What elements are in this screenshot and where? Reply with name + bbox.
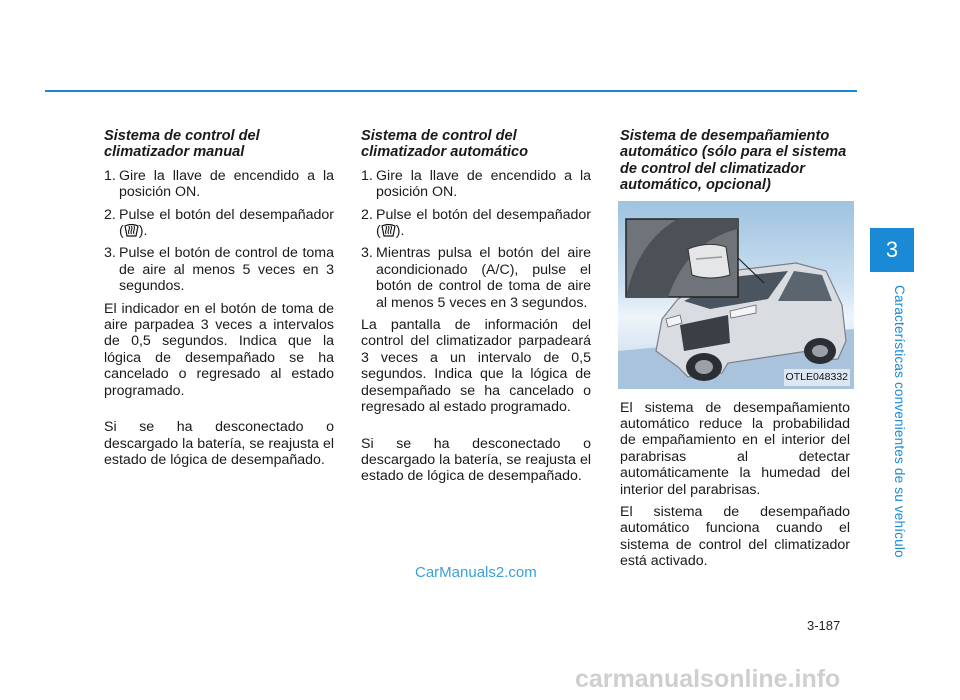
windshield-defrost-icon <box>381 224 396 237</box>
step-item: 3. Pulse el botón de control de toma de aire al menos 5 veces en 3 segundos. <box>104 245 334 295</box>
section-heading: Sistema de control del climatizador automático <box>361 128 529 161</box>
step-item: 3. Mientras pulsa el botón del aire acondicionado (A/C), pulse el botón de control de toma de aire al menos 5 veces en 3 segundos. <box>361 245 591 311</box>
page-number: 3-187 <box>807 618 841 633</box>
watermark-link[interactable]: CarManuals2.com <box>415 564 537 581</box>
column-manual-climate <box>104 128 334 474</box>
step-item: 1. Gire la llave de encendido a la posición ON. <box>361 167 591 201</box>
step-list <box>104 168 334 295</box>
paragraph: El sistema de desempañamiento automático reduce la probabilidad de empañamiento en el interior del parabrisas al detectar automáticamente la humedad del interior del parabrisas. <box>620 399 850 498</box>
paragraph: La pantalla de información del control del climatizador parpadeará 3 veces a un intervalo de 0,5 segundos. Indica que la lógica de desempañado se ha cancelado o regresado al estado programado. <box>361 317 591 416</box>
header-rule <box>45 90 857 92</box>
suv-illustration <box>618 201 854 389</box>
paragraph: El indicador en el botón de toma de aire parpadea 3 veces a intervalos de 0,5 segundos. Indica que la lógica de desempañado se ha cancelado o regresado al estado programado. <box>104 300 334 399</box>
column-auto-defog <box>620 128 850 576</box>
figure-code: OTLE048332 <box>784 369 850 385</box>
step-item: 1. Gire la llave de encendido a la posición ON. <box>104 167 334 201</box>
section-heading: Sistema de control del climatizador manual <box>104 128 260 161</box>
chapter-number: 3 <box>870 228 914 272</box>
chapter-title: Características convenientes de su vehículo <box>892 285 907 558</box>
step-item: 2. Pulse el botón del desempañador ( ). <box>361 206 591 240</box>
windshield-defrost-icon <box>124 224 139 237</box>
vehicle-figure <box>618 201 854 389</box>
section-heading: Sistema de desempañamiento automático (sólo para el sistema de control del climatizador automático, opcional) <box>620 128 847 194</box>
column-automatic-climate <box>361 128 591 491</box>
watermark-text: carmanualsonline.info <box>575 665 841 693</box>
paragraph: Si se ha desconectado o descargado la batería, se reajusta el estado de lógica de desempañado. <box>104 419 334 468</box>
paragraph: Si se ha desconectado o descargado la batería, se reajusta el estado de lógica de desempañado. <box>361 435 591 485</box>
paragraph: El sistema de desempañado automático funciona cuando el sistema de control del climatizador está activado. <box>620 504 850 570</box>
step-item: 2. Pulse el botón del desempañador ( ). <box>104 206 334 240</box>
step-list <box>361 168 591 311</box>
